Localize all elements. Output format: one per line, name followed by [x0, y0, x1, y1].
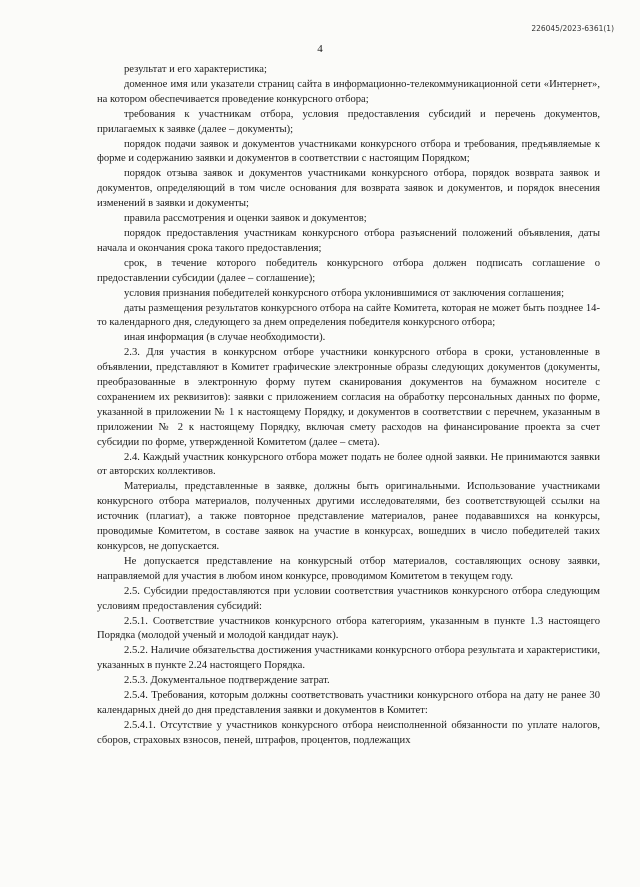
- paragraph-requirements: требования к участникам отбора, условия предоставления субсидий и перечень документов, прилагаемых к заявке (далее – документы);: [97, 108, 600, 135]
- paragraph-result: результат и его характеристика;: [124, 64, 267, 75]
- paragraph-originality: Материалы, представленные в заявке, должны быть оригинальными. Использование участниками конкурсного отбора материалов, полученных другими исследователями, без соответствующей ссылки на источник (плагиат), а также повторное представление материалов, ранее подававшихся на конкурсы, проводимые Комитетом, в составе заявок на участие в конкурсах, вошедших в число победителей таких конкурсов, не допускается.: [97, 481, 600, 552]
- paragraph-2-4: 2.4. Каждый участник конкурсного отбора может подать не более одной заявки. Не принимаются заявки от авторских коллективов.: [97, 451, 600, 478]
- document-number: 226045/2023-6361(1): [531, 24, 614, 33]
- paragraph-2-5-4-1: 2.5.4.1. Отсутствие у участников конкурсного отбора неисполненной обязанности по уплате налогов, сборов, страховых взносов, пеней, штрафов, процентов, подлежащих: [97, 719, 600, 746]
- paragraph-results-dates: даты размещения результатов конкурсного отбора на сайте Комитета, которая не может быть позднее 14-то календарного дня, следующего за днем определения победителя конкурсного отбора;: [97, 302, 600, 329]
- paragraph-withdrawal-order: порядок отзыва заявок и документов участниками конкурсного отбора, порядок возврата заявок и документов, определяющий в том числе основания для возврата заявок и документов, и порядок внесения изменений в заявки и документы;: [97, 168, 600, 210]
- paragraph-other-info: иная информация (в случае необходимости).: [124, 332, 326, 344]
- paragraph-submission-order: порядок подачи заявок и документов участниками конкурсного отбора и требования, предъявляемые к форме и содержанию заявки и документов в соответствии с настоящим Порядком;: [97, 138, 600, 165]
- paragraph-evasion-conditions: условия признания победителей конкурсного отбора уклонившимися от заключения соглашения;: [124, 287, 565, 299]
- body-text: [97, 63, 600, 749]
- paragraph-2-3: 2.3. Для участия в конкурсном отборе участники конкурсного отбора в сроки, установленные в объявлении, представляют в Комитет графические электронные образы следующих документов (документы, преобразованные в электронную форму путем сканирования документов на бумажном носителе с сохранением их реквизитов): заявки с приложением согласия на обработку персональных данных по форме, указанной в приложении № 1 к настоящему Порядку, и документов в соответствии с перечнем, указанным в приложении № 2 к настоящему Порядку, включая смету расходов на финансирование проекта за счет субсидии по форме, утвержденной Комитетом (далее – смета).: [97, 347, 600, 448]
- paragraph-signing-term: срок, в течение которого победитель конкурсного отбора должен подписать соглашение о предоставлении субсидии (далее – соглашение);: [97, 257, 600, 284]
- paragraph-review-rules: правила рассмотрения и оценки заявок и документов;: [124, 213, 367, 225]
- paragraph-2-5-1: 2.5.1. Соответствие участников конкурсного отбора категориям, указанным в пункте 1.3 настоящего Порядка (молодой ученый и молодой кандидат наук).: [97, 615, 600, 642]
- page-number: 4: [317, 43, 323, 55]
- paragraph-2-5-4: 2.5.4. Требования, которым должны соответствовать участники конкурсного отбора на дату не ранее 30 календарных дней до дня представления заявки и документов в Комитет:: [97, 690, 600, 716]
- paragraph-2-5-2: 2.5.2. Наличие обязательства достижения участниками конкурсного отбора результата и характеристики, указанных в пункте 2.24 настоящего Порядка.: [97, 645, 600, 672]
- paragraph-2-5-3: 2.5.3. Документальное подтверждение затрат.: [124, 675, 330, 687]
- paragraph-domain: доменное имя или указатели страниц сайта в информационно-телекоммуникационной сети «Интернет», на котором обеспечивается проведение конкурсного отбора;: [97, 78, 600, 105]
- paragraph-clarifications: порядок предоставления участникам конкурсного отбора разъяснений положений объявления, даты начала и окончания срока такого предоставления;: [97, 227, 600, 254]
- paragraph-2-5: 2.5. Субсидии предоставляются при условии соответствия участников конкурсного отбора следующим условиям предоставления субсидий:: [97, 585, 600, 612]
- paragraph-no-duplicate: Не допускается представление на конкурсный отбор материалов, составляющих основу заявки, направляемой для участия в любом ином конкурсе, проводимом Комитетом в текущем году.: [97, 555, 600, 582]
